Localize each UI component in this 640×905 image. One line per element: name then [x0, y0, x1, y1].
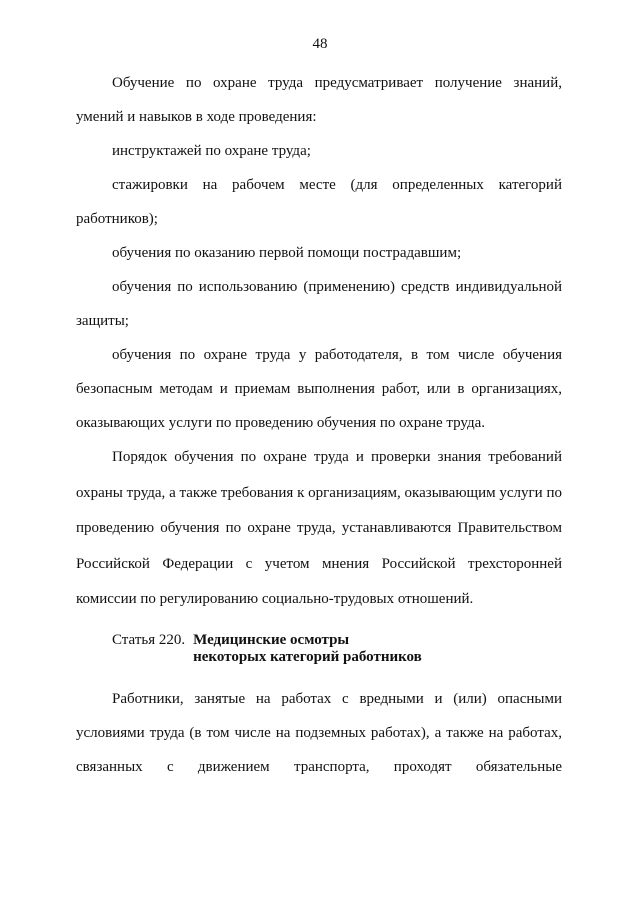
article-heading	[76, 632, 562, 666]
article-title-line-2: некоторых категорий работников	[193, 648, 422, 665]
article-title	[193, 632, 422, 666]
paragraph-internship: стажировки на рабочем месте (для определенных категорий работников);	[76, 177, 562, 227]
article-title-line-1: Медицинские осмотры	[193, 631, 350, 648]
paragraph-medical-exams: Работники, занятые на работах с вредными и (или) опасными условиями труда (в том числе на подземных работах), а также на работах, связанных с движением транспорта, проходят обязательные	[76, 690, 562, 775]
paragraph-first-aid: обучения по оказанию первой помощи пострадавшим;	[112, 245, 462, 261]
paragraph-briefings: инструктажей по охране труда;	[112, 143, 311, 159]
paragraph-training-procedure: Порядок обучения по охране труда и проверки знания требований охраны труда, а также требования к организациям, оказывающим услуги по проведению обучения по охране труда, устанавливаются Правительством Российской Федерации с учетом мнения Российской трехсторонней комиссии по регулированию социально-трудовых отношений.	[76, 449, 562, 607]
document-body	[76, 66, 562, 784]
article-number: Статья 220.	[112, 631, 186, 648]
paragraph-training-intro: Обучение по охране труда предусматривает получение знаний, умений и навыков в ходе проведения:	[76, 75, 562, 125]
paragraph-employer-training: обучения по охране труда у работодателя, в том числе обучения безопасным методам и приемам выполнения работ, или в организациях, оказывающих услуги по проведению обучения по охране труда.	[76, 347, 562, 431]
paragraph-protective-equipment: обучения по использованию (применению) средств индивидуальной защиты;	[76, 279, 562, 329]
page-number: 48	[312, 36, 328, 52]
